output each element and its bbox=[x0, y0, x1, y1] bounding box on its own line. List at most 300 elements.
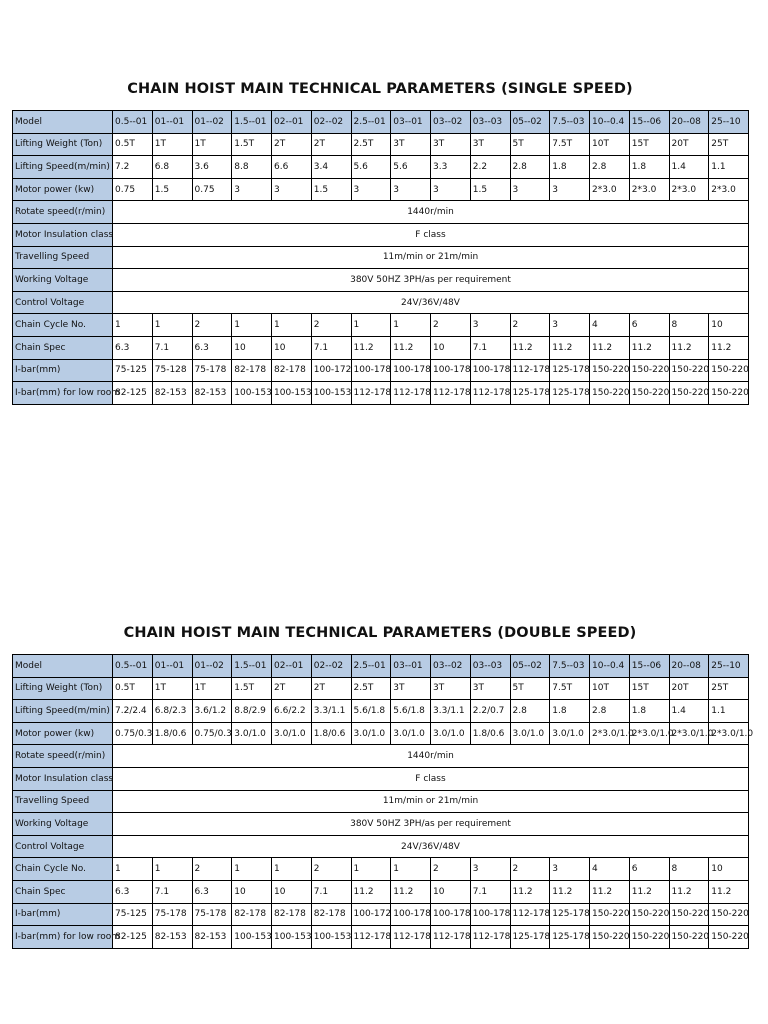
value-cell: 2.8 bbox=[510, 700, 550, 723]
value-cell: 10 bbox=[232, 336, 272, 359]
value-cell: 3 bbox=[431, 178, 471, 201]
row-label: Travelling Speed bbox=[13, 246, 113, 269]
merged-value-cell: 11m/min or 21m/min bbox=[113, 790, 749, 813]
model-header-cell: 15--06 bbox=[629, 655, 669, 678]
value-cell: 0.75 bbox=[192, 178, 232, 201]
value-cell: 3T bbox=[391, 677, 431, 700]
row-label: Working Voltage bbox=[13, 269, 113, 292]
value-cell: 2 bbox=[311, 314, 351, 337]
value-cell: 2*3.0/1.0 bbox=[669, 722, 709, 745]
table-row bbox=[13, 336, 749, 359]
value-cell: 125-178 bbox=[510, 926, 550, 949]
value-cell: 10 bbox=[232, 880, 272, 903]
table-row bbox=[13, 269, 749, 292]
value-cell: 150-220 bbox=[709, 382, 749, 405]
row-label: Control Voltage bbox=[13, 291, 113, 314]
value-cell: 3 bbox=[550, 178, 590, 201]
value-cell: 100-178 bbox=[470, 359, 510, 382]
value-cell: 10 bbox=[431, 880, 471, 903]
row-label: Chain Cycle No. bbox=[13, 858, 113, 881]
value-cell: 0.75/0.3 bbox=[113, 722, 153, 745]
value-cell: 3T bbox=[470, 133, 510, 156]
value-cell: 6.3 bbox=[192, 880, 232, 903]
value-cell: 11.2 bbox=[510, 336, 550, 359]
value-cell: 11.2 bbox=[391, 336, 431, 359]
value-cell: 112-178 bbox=[351, 382, 391, 405]
value-cell: 1.5T bbox=[232, 133, 272, 156]
merged-value-cell: 1440r/min bbox=[113, 745, 749, 768]
table-row bbox=[13, 382, 749, 405]
value-cell: 5.6 bbox=[351, 156, 391, 179]
model-header-cell: 2.5--01 bbox=[351, 655, 391, 678]
value-cell: 1.8 bbox=[629, 700, 669, 723]
value-cell: 82-178 bbox=[272, 359, 312, 382]
double-speed-section bbox=[12, 622, 754, 949]
value-cell: 2*3.0/1.0 bbox=[590, 722, 630, 745]
value-cell: 112-178 bbox=[470, 382, 510, 405]
value-cell: 100-178 bbox=[470, 903, 510, 926]
value-cell: 2 bbox=[192, 858, 232, 881]
table-row bbox=[13, 880, 749, 903]
value-cell: 3.3/1.1 bbox=[431, 700, 471, 723]
value-cell: 2.5T bbox=[351, 133, 391, 156]
row-label: Chain Cycle No. bbox=[13, 314, 113, 337]
value-cell: 3 bbox=[272, 178, 312, 201]
value-cell: 100-153 bbox=[311, 926, 351, 949]
value-cell: 150-220 bbox=[590, 359, 630, 382]
value-cell: 2*3.0 bbox=[709, 178, 749, 201]
table-row bbox=[13, 745, 749, 768]
value-cell: 6 bbox=[629, 858, 669, 881]
value-cell: 100-153 bbox=[272, 926, 312, 949]
row-label: I-bar(mm) bbox=[13, 359, 113, 382]
value-cell: 1 bbox=[113, 858, 153, 881]
value-cell: 0.5T bbox=[113, 677, 153, 700]
single-speed-title: CHAIN HOIST MAIN TECHNICAL PARAMETERS (SINGLE SPEED) bbox=[127, 81, 633, 97]
row-label: Model bbox=[13, 655, 113, 678]
row-label: Lifting Weight (Ton) bbox=[13, 677, 113, 700]
value-cell: 8.8/2.9 bbox=[232, 700, 272, 723]
row-label: Chain Spec bbox=[13, 880, 113, 903]
value-cell: 75-178 bbox=[192, 359, 232, 382]
value-cell: 7.5T bbox=[550, 133, 590, 156]
value-cell: 112-178 bbox=[510, 903, 550, 926]
table-row bbox=[13, 926, 749, 949]
value-cell: 8 bbox=[669, 858, 709, 881]
value-cell: 1 bbox=[351, 858, 391, 881]
merged-value-cell: 11m/min or 21m/min bbox=[113, 246, 749, 269]
merged-value-cell: 24V/36V/48V bbox=[113, 291, 749, 314]
value-cell: 150-220 bbox=[629, 926, 669, 949]
merged-value-cell: 380V 50HZ 3PH/as per requirement bbox=[113, 269, 749, 292]
value-cell: 3T bbox=[431, 133, 471, 156]
value-cell: 1.8/0.6 bbox=[470, 722, 510, 745]
value-cell: 2T bbox=[311, 677, 351, 700]
merged-value-cell: F class bbox=[113, 767, 749, 790]
value-cell: 11.2 bbox=[629, 880, 669, 903]
table-row bbox=[13, 133, 749, 156]
value-cell: 3.6/1.2 bbox=[192, 700, 232, 723]
value-cell: 6 bbox=[629, 314, 669, 337]
value-cell: 1 bbox=[391, 858, 431, 881]
value-cell: 25T bbox=[709, 677, 749, 700]
value-cell: 0.5T bbox=[113, 133, 153, 156]
row-label: Motor power (kw) bbox=[13, 178, 113, 201]
value-cell: 2.8 bbox=[590, 156, 630, 179]
value-cell: 82-178 bbox=[232, 359, 272, 382]
value-cell: 3.0/1.0 bbox=[431, 722, 471, 745]
value-cell: 3.0/1.0 bbox=[351, 722, 391, 745]
value-cell: 82-153 bbox=[152, 382, 192, 405]
model-header-cell: 01--01 bbox=[152, 655, 192, 678]
value-cell: 5T bbox=[510, 133, 550, 156]
value-cell: 11.2 bbox=[510, 880, 550, 903]
row-label: Lifting Weight (Ton) bbox=[13, 133, 113, 156]
value-cell: 11.2 bbox=[590, 336, 630, 359]
value-cell: 112-178 bbox=[470, 926, 510, 949]
value-cell: 112-178 bbox=[351, 926, 391, 949]
value-cell: 5.6 bbox=[391, 156, 431, 179]
table-row bbox=[13, 246, 749, 269]
value-cell: 82-153 bbox=[192, 382, 232, 405]
model-header-cell: 02--02 bbox=[311, 655, 351, 678]
value-cell: 1 bbox=[391, 314, 431, 337]
value-cell: 3.6 bbox=[192, 156, 232, 179]
value-cell: 3 bbox=[470, 314, 510, 337]
model-header-cell: 7.5--03 bbox=[550, 111, 590, 134]
value-cell: 125-178 bbox=[550, 359, 590, 382]
value-cell: 100-178 bbox=[431, 903, 471, 926]
value-cell: 8.8 bbox=[232, 156, 272, 179]
value-cell: 150-220 bbox=[709, 359, 749, 382]
value-cell: 4 bbox=[590, 314, 630, 337]
value-cell: 150-220 bbox=[669, 903, 709, 926]
value-cell: 6.6 bbox=[272, 156, 312, 179]
table-row bbox=[13, 178, 749, 201]
row-label: Model bbox=[13, 111, 113, 134]
value-cell: 2 bbox=[431, 314, 471, 337]
merged-value-cell: F class bbox=[113, 223, 749, 246]
table-row bbox=[13, 156, 749, 179]
value-cell: 82-125 bbox=[113, 926, 153, 949]
table-row bbox=[13, 767, 749, 790]
value-cell: 2T bbox=[272, 677, 312, 700]
table-row bbox=[13, 291, 749, 314]
value-cell: 1.1 bbox=[709, 700, 749, 723]
value-cell: 2.5T bbox=[351, 677, 391, 700]
model-header-cell: 0.5--01 bbox=[113, 655, 153, 678]
value-cell: 3.0/1.0 bbox=[510, 722, 550, 745]
value-cell: 3T bbox=[391, 133, 431, 156]
value-cell: 150-220 bbox=[590, 903, 630, 926]
value-cell: 7.1 bbox=[470, 880, 510, 903]
value-cell: 2 bbox=[431, 858, 471, 881]
table-row bbox=[13, 835, 749, 858]
value-cell: 1T bbox=[152, 677, 192, 700]
row-label: Working Voltage bbox=[13, 813, 113, 836]
model-header-cell: 02--01 bbox=[272, 655, 312, 678]
row-label: Control Voltage bbox=[13, 835, 113, 858]
value-cell: 2*3.0/1.0 bbox=[629, 722, 669, 745]
value-cell: 82-178 bbox=[232, 903, 272, 926]
value-cell: 10 bbox=[272, 336, 312, 359]
value-cell: 3 bbox=[232, 178, 272, 201]
value-cell: 2*3.0/1.0 bbox=[709, 722, 749, 745]
value-cell: 11.2 bbox=[391, 880, 431, 903]
value-cell: 100-153 bbox=[232, 382, 272, 405]
value-cell: 112-178 bbox=[431, 382, 471, 405]
value-cell: 100-153 bbox=[311, 382, 351, 405]
value-cell: 100-178 bbox=[391, 903, 431, 926]
value-cell: 8 bbox=[669, 314, 709, 337]
model-header-cell: 15--06 bbox=[629, 111, 669, 134]
value-cell: 2 bbox=[510, 858, 550, 881]
value-cell: 150-220 bbox=[669, 359, 709, 382]
row-label: Motor Insulation class bbox=[13, 223, 113, 246]
value-cell: 150-220 bbox=[669, 382, 709, 405]
value-cell: 2.8 bbox=[590, 700, 630, 723]
double-speed-title: CHAIN HOIST MAIN TECHNICAL PARAMETERS (DOUBLE SPEED) bbox=[123, 625, 637, 641]
row-label: I-bar(mm) for low room bbox=[13, 926, 113, 949]
value-cell: 1 bbox=[351, 314, 391, 337]
value-cell: 100-153 bbox=[272, 382, 312, 405]
value-cell: 82-153 bbox=[152, 926, 192, 949]
value-cell: 2T bbox=[272, 133, 312, 156]
value-cell: 11.2 bbox=[669, 880, 709, 903]
value-cell: 6.3 bbox=[192, 336, 232, 359]
value-cell: 125-178 bbox=[510, 382, 550, 405]
single-speed-section bbox=[12, 78, 748, 405]
model-header-cell: 03--03 bbox=[470, 655, 510, 678]
value-cell: 11.2 bbox=[550, 336, 590, 359]
value-cell: 11.2 bbox=[590, 880, 630, 903]
value-cell: 2 bbox=[510, 314, 550, 337]
value-cell: 7.1 bbox=[470, 336, 510, 359]
table-row bbox=[13, 314, 749, 337]
table-row bbox=[13, 858, 749, 881]
value-cell: 7.2/2.4 bbox=[113, 700, 153, 723]
value-cell: 10 bbox=[709, 858, 749, 881]
table-row bbox=[13, 655, 749, 678]
value-cell: 2.2 bbox=[470, 156, 510, 179]
value-cell: 1 bbox=[232, 314, 272, 337]
value-cell: 20T bbox=[669, 677, 709, 700]
table-row bbox=[13, 700, 749, 723]
model-header-cell: 1.5--01 bbox=[232, 655, 272, 678]
value-cell: 7.2 bbox=[113, 156, 153, 179]
value-cell: 150-220 bbox=[709, 926, 749, 949]
value-cell: 150-220 bbox=[590, 382, 630, 405]
value-cell: 3T bbox=[431, 677, 471, 700]
value-cell: 15T bbox=[629, 677, 669, 700]
value-cell: 100-178 bbox=[391, 359, 431, 382]
value-cell: 1 bbox=[272, 314, 312, 337]
value-cell: 3.3/1.1 bbox=[311, 700, 351, 723]
table-row bbox=[13, 790, 749, 813]
value-cell: 1.8 bbox=[550, 156, 590, 179]
model-header-cell: 10--0.4 bbox=[590, 111, 630, 134]
model-header-cell: 2.5--01 bbox=[351, 111, 391, 134]
value-cell: 5.6/1.8 bbox=[391, 700, 431, 723]
value-cell: 150-220 bbox=[629, 903, 669, 926]
table-row bbox=[13, 223, 749, 246]
value-cell: 11.2 bbox=[669, 336, 709, 359]
merged-value-cell: 1440r/min bbox=[113, 201, 749, 224]
value-cell: 1 bbox=[152, 858, 192, 881]
value-cell: 5.6/1.8 bbox=[351, 700, 391, 723]
table-row bbox=[13, 813, 749, 836]
value-cell: 150-220 bbox=[709, 903, 749, 926]
value-cell: 112-178 bbox=[510, 359, 550, 382]
value-cell: 3 bbox=[391, 178, 431, 201]
value-cell: 0.75 bbox=[113, 178, 153, 201]
value-cell: 1.4 bbox=[669, 700, 709, 723]
value-cell: 82-153 bbox=[192, 926, 232, 949]
value-cell: 2.2/0.7 bbox=[470, 700, 510, 723]
value-cell: 10T bbox=[590, 133, 630, 156]
model-header-cell: 05--02 bbox=[510, 111, 550, 134]
value-cell: 2T bbox=[311, 133, 351, 156]
value-cell: 3 bbox=[351, 178, 391, 201]
model-header-cell: 20--08 bbox=[669, 655, 709, 678]
value-cell: 82-178 bbox=[272, 903, 312, 926]
value-cell: 125-178 bbox=[550, 382, 590, 405]
value-cell: 150-220 bbox=[669, 926, 709, 949]
value-cell: 100-172 bbox=[351, 903, 391, 926]
value-cell: 150-220 bbox=[629, 359, 669, 382]
value-cell: 10 bbox=[709, 314, 749, 337]
value-cell: 82-125 bbox=[113, 382, 153, 405]
table-row bbox=[13, 677, 749, 700]
model-header-cell: 02--02 bbox=[311, 111, 351, 134]
value-cell: 3 bbox=[470, 858, 510, 881]
value-cell: 11.2 bbox=[709, 880, 749, 903]
value-cell: 1.5 bbox=[470, 178, 510, 201]
value-cell: 2 bbox=[311, 858, 351, 881]
model-header-cell: 01--01 bbox=[152, 111, 192, 134]
value-cell: 125-178 bbox=[550, 926, 590, 949]
value-cell: 1.5T bbox=[232, 677, 272, 700]
value-cell: 2*3.0 bbox=[669, 178, 709, 201]
value-cell: 150-220 bbox=[629, 382, 669, 405]
value-cell: 4 bbox=[590, 858, 630, 881]
row-label: Lifting Speed(m/min) bbox=[13, 156, 113, 179]
row-label: Rotate speed(r/min) bbox=[13, 745, 113, 768]
model-header-cell: 10--0.4 bbox=[590, 655, 630, 678]
value-cell: 3.0/1.0 bbox=[272, 722, 312, 745]
value-cell: 3.3 bbox=[431, 156, 471, 179]
model-header-cell: 03--03 bbox=[470, 111, 510, 134]
value-cell: 2 bbox=[192, 314, 232, 337]
row-label: Travelling Speed bbox=[13, 790, 113, 813]
value-cell: 2*3.0 bbox=[629, 178, 669, 201]
value-cell: 1 bbox=[272, 858, 312, 881]
value-cell: 2.8 bbox=[510, 156, 550, 179]
value-cell: 6.3 bbox=[113, 336, 153, 359]
value-cell: 75-178 bbox=[192, 903, 232, 926]
value-cell: 6.8/2.3 bbox=[152, 700, 192, 723]
row-label: I-bar(mm) bbox=[13, 903, 113, 926]
value-cell: 7.5T bbox=[550, 677, 590, 700]
value-cell: 1.8 bbox=[629, 156, 669, 179]
value-cell: 1.8 bbox=[550, 700, 590, 723]
double-speed-table bbox=[12, 654, 754, 949]
value-cell: 125-178 bbox=[550, 903, 590, 926]
table-row bbox=[13, 111, 749, 134]
value-cell: 75-178 bbox=[152, 903, 192, 926]
value-cell: 11.2 bbox=[351, 880, 391, 903]
row-label: Chain Spec bbox=[13, 336, 113, 359]
value-cell: 1 bbox=[113, 314, 153, 337]
merged-value-cell: 380V 50HZ 3PH/as per requirement bbox=[113, 813, 749, 836]
value-cell: 20T bbox=[669, 133, 709, 156]
value-cell: 1.8/0.6 bbox=[152, 722, 192, 745]
value-cell: 10 bbox=[431, 336, 471, 359]
value-cell: 100-178 bbox=[351, 359, 391, 382]
value-cell: 1.5 bbox=[152, 178, 192, 201]
value-cell: 1 bbox=[152, 314, 192, 337]
value-cell: 3.0/1.0 bbox=[391, 722, 431, 745]
value-cell: 10 bbox=[272, 880, 312, 903]
value-cell: 112-178 bbox=[391, 382, 431, 405]
value-cell: 3T bbox=[470, 677, 510, 700]
value-cell: 1T bbox=[192, 133, 232, 156]
model-header-cell: 20--08 bbox=[669, 111, 709, 134]
row-label: I-bar(mm) for low room bbox=[13, 382, 113, 405]
row-label: Motor Insulation class bbox=[13, 767, 113, 790]
value-cell: 0.75/0.3 bbox=[192, 722, 232, 745]
value-cell: 15T bbox=[629, 133, 669, 156]
value-cell: 1.5 bbox=[311, 178, 351, 201]
value-cell: 75-125 bbox=[113, 903, 153, 926]
value-cell: 75-128 bbox=[152, 359, 192, 382]
value-cell: 25T bbox=[709, 133, 749, 156]
table-row bbox=[13, 903, 749, 926]
value-cell: 3 bbox=[550, 314, 590, 337]
model-header-cell: 01--02 bbox=[192, 111, 232, 134]
value-cell: 100-153 bbox=[232, 926, 272, 949]
value-cell: 3.0/1.0 bbox=[232, 722, 272, 745]
value-cell: 1.4 bbox=[669, 156, 709, 179]
model-header-cell: 1.5--01 bbox=[232, 111, 272, 134]
model-header-cell: 03--01 bbox=[391, 111, 431, 134]
value-cell: 112-178 bbox=[391, 926, 431, 949]
model-header-cell: 25--10 bbox=[709, 111, 749, 134]
value-cell: 1.1 bbox=[709, 156, 749, 179]
value-cell: 100-172 bbox=[311, 359, 351, 382]
value-cell: 1.8/0.6 bbox=[311, 722, 351, 745]
single-speed-table bbox=[12, 110, 749, 405]
value-cell: 100-178 bbox=[431, 359, 471, 382]
model-header-cell: 03--01 bbox=[391, 655, 431, 678]
value-cell: 112-178 bbox=[431, 926, 471, 949]
model-header-cell: 02--01 bbox=[272, 111, 312, 134]
table-row bbox=[13, 359, 749, 382]
value-cell: 7.1 bbox=[152, 336, 192, 359]
model-header-cell: 25--10 bbox=[709, 655, 749, 678]
model-header-cell: 03--02 bbox=[431, 655, 471, 678]
row-label: Motor power (kw) bbox=[13, 722, 113, 745]
value-cell: 10T bbox=[590, 677, 630, 700]
value-cell: 150-220 bbox=[590, 926, 630, 949]
value-cell: 3 bbox=[510, 178, 550, 201]
table-row bbox=[13, 201, 749, 224]
model-header-cell: 7.5--03 bbox=[550, 655, 590, 678]
merged-value-cell: 24V/36V/48V bbox=[113, 835, 749, 858]
value-cell: 6.3 bbox=[113, 880, 153, 903]
row-label: Lifting Speed(m/min) bbox=[13, 700, 113, 723]
value-cell: 7.1 bbox=[152, 880, 192, 903]
